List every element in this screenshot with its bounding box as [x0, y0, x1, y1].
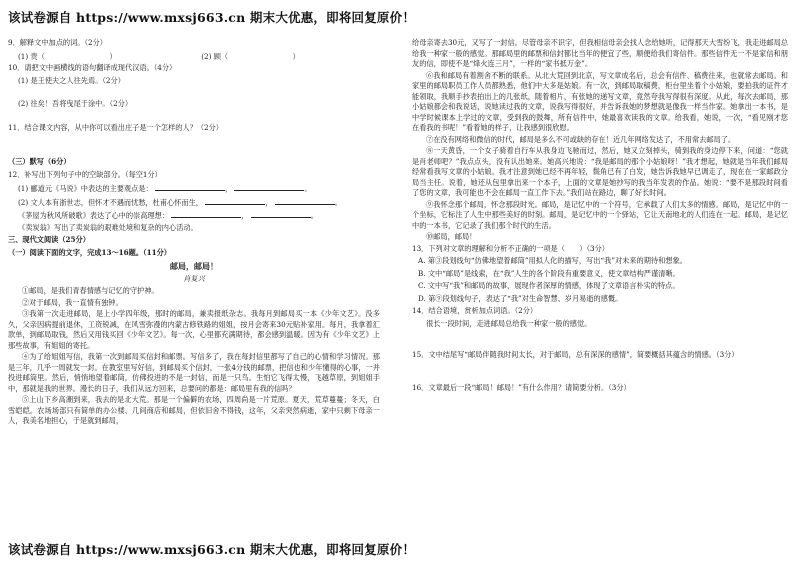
question-9-items	[18, 51, 380, 63]
option-d: D. 第⑨段划线句子，表达了“我”对生命智慧、岁月易逝的感慨。	[418, 293, 623, 303]
paragraph-1: ①邮局，是我们青春情感与记忆的守护神。	[22, 286, 159, 295]
paragraph-5: ⑤上山下乡高潮到来，我去的是北大荒。那是一个偏僻的农场，四周尚是一片荒原。夏天，荒草蔓蔓；冬天，白雪皑皑。农场场部只有简单的办公楼、几间商店和邮局，但依旧舍不得钱，这年，父亲突然病逝，家中只剩下母亲一人，我美名地担心，于是就到邮局，	[8, 395, 380, 425]
paragraph-2: ②对于邮局，我一直情有独钟。	[22, 297, 123, 307]
question-13: 13．下列对文章的理解和分析不正确的一项是（ ）（3分）	[412, 243, 609, 253]
right-column	[412, 38, 788, 395]
section-modern-reading: 三、现代文阅读（25分）	[8, 235, 90, 244]
item-1-open: (1) 贵（	[18, 51, 45, 61]
answer-blank	[171, 209, 241, 218]
option-a: A. 第③段划线句“仿佛地望着邮筒”用拟人化的描写，写出“我”对未来的期待和想象。	[418, 256, 687, 265]
answer-blank	[230, 51, 290, 59]
question-10-2: (2) 往矣！吾将曳尾于涂中。（2分）	[18, 99, 133, 108]
option-b: B. 文中“邮局”是线索，在“我”人生的各个阶段有重要意义，使文章结构严谨清晰。	[418, 268, 680, 278]
paragraph-8: ⑧一天黄昏，一个女子骑着自行车从我身边飞驰而过，然后，她又立刻掉头，骑到我的身边停下来，问道：“您就是肖老师吧？”我点点头，没有认出她来。她高兴地说：“我是邮局的那个小姑娘呀！”我才想起，她就是当年我们邮局经常看我写文章的小姑娘。我才注意到她已经不再年轻，鬓角已有了白发，她告诉我她早已调走了，现在在一家邮政分局当主任。说着，她还从包里拿出来一个本子，上面的文章是她抄写的我当年发表的作品。她说：“要不是那段时间看了您的文章，我可能也不会在邮局一直工作下去。”我们站在路边，聊了好长时间。	[412, 146, 788, 197]
paragraph-6: ⑥我和邮局有着割舍不断的联系。从北大荒回到北京，写文章成名后，总会有信件、稿费往来，也就常去邮局。和家里的邮局职员工作人员都熟悉，他们中大多是姑娘。有一次，到邮局取稿费，柜台里坐着个小姑娘，要拍我的证件才能领取，我顺手抄表拍出上的几张纸，随着相片，有张她的递写文章，竟然夸我写得很有深度。从此，每次去邮局，那小姑娘都会和我说话，说她读过我的文章，说我写得很好，并告诉我她的梦想就是像我一样当作家。她拿出一本书，是中学时候课本上学过的文章，受到我的鼓舞，所有信件中，她最喜欢读我的文章。给我看，她说，一次，“看见刚才您在看我的书呢！”看着她的样子，让我感到很欣慰。	[412, 70, 788, 132]
question-12: 12．补写出下列句子中的空缺部分。（每空1分）	[8, 169, 162, 179]
section-dictation: （三）默写（6分）	[8, 157, 71, 166]
item-2-close: ）	[292, 51, 300, 61]
question-12-3: 《茅屋为秋风所破歌》表达了心中的崇高理想： ， 。	[18, 211, 318, 220]
question-11: 11．结合课文内容，从中你可以看出庄子是一个怎样的人？（2分）	[8, 122, 223, 132]
paragraph-7: ⑦在没有网络和微信的时代，邮局是多么不可或缺的存在！近几年网络发达了，不用常去邮局了。	[426, 134, 736, 144]
article-author: 肖复兴	[183, 273, 205, 283]
question-14-sentence: 很长一段时间，走进邮局总给我一种家一般的感觉。	[426, 318, 592, 328]
paragraph-9: ⑨我怀念那个邮局，怀念那段时光。邮局，是记忆中的一个符号，它承载了人们太多的情感。邮局，是记忆中的一个坐标，它标注了人生中那些美好的时刻。邮局，是记忆中的一个驿站，它让天南地北的人们连在一起。邮局，是记忆中的一本书，它记录了我们那个时代的生活。	[412, 199, 788, 230]
article-title: 邮局，邮局！	[170, 261, 218, 271]
paragraph-5-continued: 给母亲寄去30元，又写了一封信。尽管母亲不识字，但我相信母亲会找人念给她听，记得那天大雪纷飞，我走进邮局总给我一种家一般的感觉。那邮局里的邮票和信封都比当年的便宜了些，顺便给我们寄信件。那些信件无一不是家信和朋友的信，即使不是“烽火连三月”，一样的“家书抵万金”。	[412, 38, 788, 68]
question-12-2: (2) 文人本有浙世志，但怀才不遇而忧愁，杜甫心怀而生， ， 。	[18, 197, 342, 207]
question-10-1: (1) 是王使夫之人往先焉。（2分）	[18, 75, 125, 85]
left-column	[8, 38, 380, 428]
paragraph-10: ⑩邮局，邮局！	[426, 232, 477, 241]
question-16: 16．文章最后一段“邮局！邮局！”有什么作用？请简要分析。（3分）	[412, 382, 631, 392]
option-c: C. 文中写“我”和邮局的故事，展现作者深厚的情感，体现了文章语言朴实的特点。	[418, 281, 680, 290]
answer-blank	[234, 182, 304, 191]
question-12-4: 《卖炭翁》写出了卖炭翁的艰难处境和复杂的内心活动。	[18, 222, 198, 232]
answer-blank	[275, 196, 335, 205]
paragraph-3: ③我第一次走进邮局，是上小学四年级，那时的邮局，兼卖报纸杂志。我每月到邮局买一本《少年文艺》。没多久，父亲因病提前退休，工资锐减，在风雪弥漫的内蒙古修铁路的姐姐，按月会寄来30元贴补家用。每月，我拿着汇款单，到邮局取钱，然后又用钱买回《少年文艺》。每一次，心里都充满期待，都会感到温暖。因为有《少年文艺》上那些故事，有姐姐的寄托。	[8, 309, 380, 350]
answer-blank	[155, 182, 225, 191]
bottom-banner: 该试卷源自 https://www.mxsj663.cn 期末大优惠，即将回复原价！	[8, 542, 416, 557]
question-9: 9．解释文中加点的词。（2分）	[8, 38, 107, 47]
item-2-open: (2) 顾（	[201, 51, 229, 61]
answer-blank	[251, 209, 311, 218]
question-15: 15．文中结尾写“邮局伴随我时间太长，对于邮局，总有深深的感情”，简要概括其蕴含的情感。（3分）	[412, 350, 739, 359]
top-banner: 该试卷源自 https://www.mxsj663.cn 期末大优惠，即将回复原价！	[8, 10, 416, 25]
paragraph-4: ④为了给姐姐写信，我第一次到邮局买信封和邮票。写信多了，我在每封信里都写了自己的心情和学习情况。那是三年，几乎一周就发一封。在教室里写好信，到邮局买个信封，一张4分钱的邮票，把信也和少年懂得的心事，一并投进邮筒里。然后，悄悄地望着邮筒，仿佛投进的不是一封信，而是一只鸟。生怕它飞得太慢，飞越草原，到姐姐手中，那就是我的世界。漫长的日子，我们从远方回来，总要问的都是：邮局里有我的信吗？	[8, 352, 380, 393]
item-1-close: ）	[109, 51, 117, 61]
answer-blank	[47, 51, 107, 59]
question-12-1: (1) 郦道元《马说》中表达的主要观点是： ， 。	[18, 184, 312, 193]
question-10: 10．请把文中画横线的语句翻译成现代汉语。（4分）	[8, 63, 177, 72]
question-14: 14．结合语境，赏析加点词语。（2分）	[412, 306, 538, 315]
answer-blank	[205, 196, 265, 205]
section-reading-a: （一）阅读下面的文字，完成13～16题。（11分）	[8, 247, 171, 257]
